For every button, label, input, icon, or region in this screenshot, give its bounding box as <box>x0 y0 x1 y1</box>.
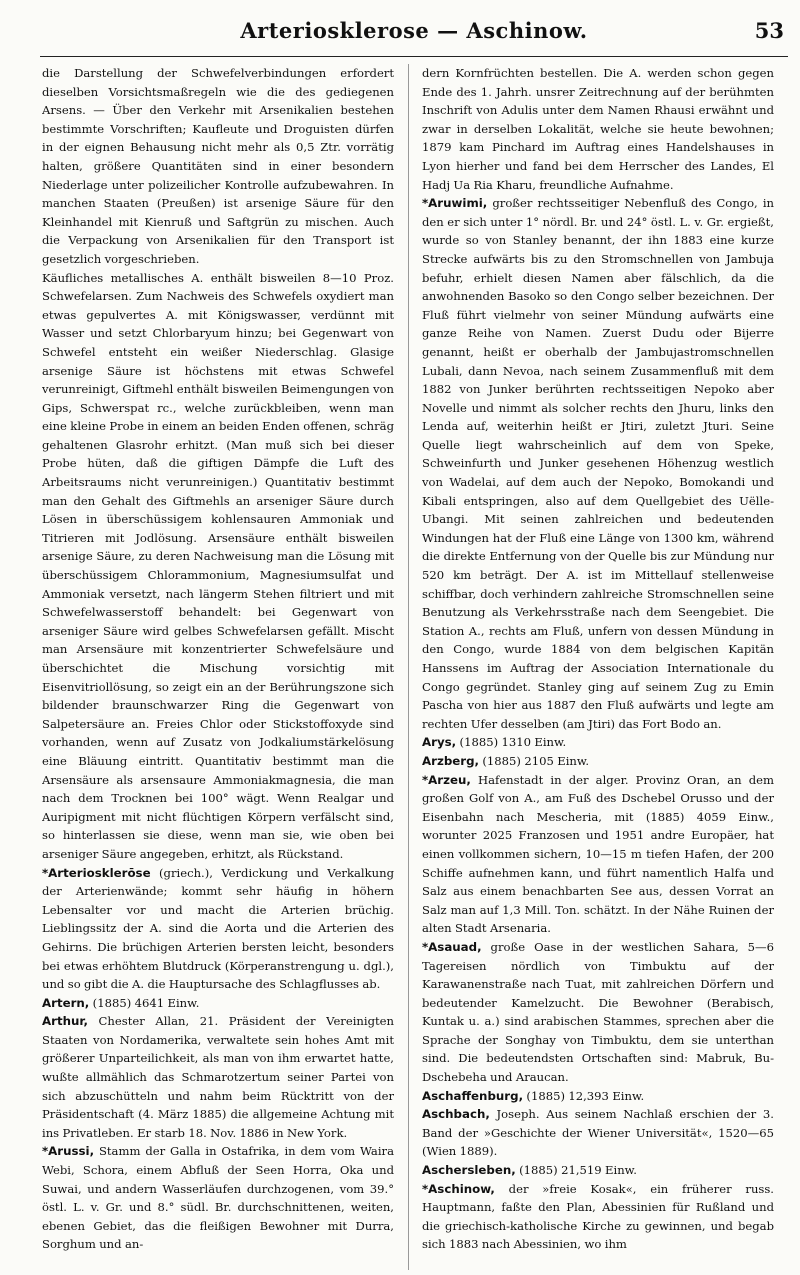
entry-paragraph <box>422 194 774 733</box>
entry-paragraph <box>422 1105 774 1161</box>
entry-text: die Darstellung der Schwefelverbindungen erfordert dieselben Vorsichtsmaßregeln wie die des gediegenen Arsens. — Über den Verkehr mit Arsenikalien bestehen bestimmte Vorschriften; Kaufleute und Droguisten dürfen in der eignen Behausung nicht mehr als 0,5 Ztr. vorrätig halten, größere Quantitäten sind in einer besondern Niederlage unter polizeilicher Kontrolle aufzubewahren. In manchen Staaten (Preußen) ist arsenige Säure für den Kleinhandel mit Kienruß und Saftgrün zu mischen. Auch die Verpackung von Arsenikalien für den Transport ist gesetzlich vorgeschrieben. <box>42 66 394 266</box>
entry-text: (griech.), Verdickung und Verkalkung der Arterienwände; kommt sehr häufig in höhern Lebensalter vor und macht die Arterien brüchig. Lieblingssitz der A. sind die Aorta und die Arterien des Gehirns. Die brüchigen Arterien bersten leicht, besonders bei etwas erhöhtem Blutdruck (Körperanstrengung u. dgl.), und so gibt die A. die Hauptursache des Schlagflusses ab. <box>42 865 394 992</box>
entry-headword: Artern, <box>42 995 90 1010</box>
entry-headword: *Aruwimi, <box>422 196 488 211</box>
entry-headword: Aschbach, <box>422 1107 490 1122</box>
entry-text: Chester Allan, 21. Präsident der Vereinigten Staaten von Nordamerika, verwaltete sein hohes Amt mit größerer Unparteilichkeit, als man von ihm erwartet hatte, wußte allmählich das Schmarotzertum seiner Partei von sich abzuschütteln und nahm beim Rücktritt von der Präsidentschaft (4. März 1885) die allgemeine Achtung mit ins Privatleben. Er starb 18. Nov. 1886 in New York. <box>42 1014 394 1140</box>
running-head: Arteriosklerose — Aschinow. <box>240 18 588 43</box>
entry-paragraph <box>422 1161 774 1180</box>
entry-headword: *Aschinow, <box>422 1181 495 1196</box>
entry-text: (1885) 1310 Einw. <box>456 735 567 750</box>
entry-headword: *Arteriosklerōse <box>42 865 151 880</box>
entry-headword: Aschaffenburg, <box>422 1088 524 1103</box>
entry-paragraph <box>422 752 774 771</box>
entry-paragraph <box>422 938 774 1087</box>
entry-text: der »freie Kosak«, ein früherer russ. Hauptmann, faßte den Plan, Abessinien für Rußland und die griechisch-katholische Kirche zu gewinnen, und begab sich 1883 nach Abessinien, wo ihm <box>422 1181 774 1252</box>
entry-headword: Arzberg, <box>422 753 480 768</box>
entry-paragraph <box>42 269 394 864</box>
entry-headword: Arys, <box>422 735 457 750</box>
entry-text: (1885) 2105 Einw. <box>479 753 590 768</box>
entry-text: (1885) 12,393 Einw. <box>523 1088 645 1103</box>
entry-paragraph <box>42 64 394 269</box>
entry-headword: *Arussi, <box>42 1144 95 1159</box>
entry-text: großer rechtsseitiger Nebenfluß des Congo, in den er sich unter 1° nördl. Br. und 24° östl. L. v. Gr. ergießt, wurde so von Stanley benannt, der ihn 1883 eine kurze Strecke aufwärts bis zu den Stromschnellen von Jambuja befuhr, erhielt diesen Namen aber fälschlich, da die anwohnenden Basoko so den Congo selber bezeichnen. Der Fluß führt vielmehr von seiner Mündung aufwärts eine ganze Reihe von Namen. Zuerst Dudu oder Bijerre genannt, heißt er oberhalb der Jambujastromschnellen Lubali, dann Nevoa, nach seinem Zusammenfluß mit dem 1882 von Junker berührten rechtsseitigen Nepoko aber Novelle und nimmt als solcher rechts den Jhuru, links den Lenda auf, weiterhin heißt er Jtiri, zuletzt Jturi. Seine Quelle liegt wahrscheinlich auf dem von Speke, Schweinfurth und Junker gesehenen Höhenzug westlich von Wadelai, auf dem auch der Nepoko, Bomokandi und Kibali entspringen, also auf dem Quellgebiet des Uëlle-Ubangi. Mit seinen zahlreichen und bedeutenden Windungen hat der Fluß eine Länge von 1300 km, während die direkte Entfernung von der Quelle bis zur Mündung nur 520 km beträgt. Der A. ist im Mittellauf stellenweise schiffbar, doch verhindern zahlreiche Stromschnellen seine Benutzung als Verkehrsstraße nach dem Seengebiet. Die Station A., rechts am Fluß, unfern von dessen Mündung in den Congo, wurde 1884 von dem belgischen Kapitän Hanssens im Auftrag der Association Internationale du Congo gegründet. Stanley ging auf seinem Zug zu Emin Pascha von hier aus 1887 den Fluß aufwärts und legte am rechten Ufer desselben (am Jtiri) das Fort Bodo an. <box>422 196 774 731</box>
entry-paragraph <box>42 994 394 1013</box>
left-column <box>42 64 394 1270</box>
entry-text: Stamm der Galla in Ostafrika, in dem vom Waira Webi, Schora, einem Abfluß der Seen Horra, Oka und Suwai, und andern Wasserläufen durchzogenen, vom 39.° östl. L. v. Gr. und 8.° südl. Br. durchschnittenen, weiten, ebenen Gebiet, das die fleißigen Bewohner mit Durra, Sorghum und an- <box>42 1144 394 1252</box>
entry-headword: *Asauad, <box>422 939 482 954</box>
entry-text: Joseph. Aus seinem Nachlaß erschien der 3. Band der »Geschichte der Wiener Universität«, 1520—65 (Wien 1889). <box>422 1107 774 1159</box>
right-column <box>422 64 774 1270</box>
page-header <box>40 8 788 57</box>
entry-paragraph <box>42 1142 394 1254</box>
entry-headword: Aschersleben, <box>422 1163 516 1178</box>
entry-text: (1885) 4641 Einw. <box>89 995 200 1010</box>
entry-text: Hafenstadt in der alger. Provinz Oran, an dem großen Golf von A., am Fuß des Dschebel Orusso und der Eisenbahn nach Mescheria, mit (1885) 4059 Einw., worunter 2025 Franzosen und 1951 andre Europäer, hat einen vollkommen sichern, 10—15 m tiefen Hafen, der 200 Schiffe aufnehmen kann, und führt namentlich Halfa und Salz aus einem benachbarten See aus, dessen Vorrat an Salz man auf 1,3 Mill. Ton. schätzt. In der Nähe Ruinen der alten Stadt Arsenaria. <box>422 772 774 936</box>
entry-paragraph <box>42 1012 394 1142</box>
entry-paragraph <box>422 771 774 938</box>
entry-paragraph <box>422 1180 774 1254</box>
entry-paragraph <box>422 1087 774 1106</box>
entry-text: Käufliches metallisches A. enthält bisweilen 8—10 Proz. Schwefelarsen. Zum Nachweis des Schwefels oxydiert man etwas gepulvertes A. mit Königswasser, verdünnt mit Wasser und setzt Chlorbaryum hinzu; bei Gegenwart von Schwefel entsteht ein weißer Niederschlag. Glasige arsenige Säure ist höchstens mit etwas Schwefel verunreinigt, Giftmehl enthält bisweilen Beimengungen von Gips, Schwerspat rc., welche zurückbleiben, wenn man eine kleine Probe in einem an beiden Enden offenen, schräg gehaltenen Glasrohr erhitzt. (Man muß sich bei dieser Probe hüten, daß die giftigen Dämpfe die Luft des Arbeitsraums nicht verunreinigen.) Quantitativ bestimmt man den Gehalt des Giftmehls an arseniger Säure durch Lösen in überschüssigem kohlensauren Ammoniak und Titrieren mit Jodlösung. Arsensäure enthält bisweilen arsenige Säure, zu deren Nachweisung man die Lösung mit überschüssigem Chlorammonium, Magnesiumsulfat und Ammoniak versetzt, nach längerm Stehen filtriert und mit Schwefelwasserstoff behandelt: bei Gegenwart von arseniger Säure wird gelbes Schwefelarsen gefällt. Mischt man Arsensäure mit konzentrierter Schwefelsäure und überschichtet die Mischung vorsichtig mit Eisenvitriollösung, so zeigt ein an der Berührungszone sich bildender braunschwarzer Ring die Gegenwart von Salpetersäure an. Freies Chlor oder Stickstoffoxyde sind vorhanden, wenn auf Zusatz von Jodkaliumstärkelösung eine Bläuung eintritt. Quantitativ bestimmt man die Arsensäure als arsensaure Ammoniakmagnesia, die man nach dem Trocknen bei 100° wägt. Wenn Realgar und Auripigment mit nicht flüchtigen Körpern verfälscht sind, so hinterlassen sie diese, wenn man sie, wie oben bei arseniger Säure angegeben, erhitzt, als Rückstand. <box>42 270 394 861</box>
entry-paragraph <box>42 864 394 994</box>
entry-paragraph <box>422 733 774 752</box>
page-number: 53 <box>754 18 784 43</box>
entry-headword: Arthur, <box>42 1014 88 1029</box>
column-divider <box>408 64 409 1270</box>
entry-paragraph <box>422 64 774 194</box>
entry-text: dern Kornfrüchten bestellen. Die A. werden schon gegen Ende des 1. Jahrh. unsrer Zeitrechnung auf der berühmten Inschrift von Adulis unter dem Namen Rhausi erwähnt und zwar in derselben Lokalität, welche sie heute bewohnen; 1879 kam Pinchard im Auftrag eines Handelshauses in Lyon hierher und fand bei dem Herrscher des Landes, El Hadj Ua Ria Kharu, freundliche Aufnahme. <box>422 66 774 192</box>
entry-headword: *Arzeu, <box>422 772 471 787</box>
text-columns <box>42 64 786 1270</box>
entry-text: große Oase in der westlichen Sahara, 5—6 Tagereisen nördlich von Timbuktu auf der Karawanenstraße nach Tuat, mit zahlreichen Dörfern und bedeutender Kamelzucht. Die Bewohner (Berabisch, Kuntak u. a.) sind arabischen Stammes, sprechen aber die Sprache der Songhay von Timbuktu, dem sie unterthan sind. Die bedeutendsten Ortschaften sind: Mabruk, Bu-Dschebeha und Araucan. <box>422 939 774 1085</box>
entry-text: (1885) 21,519 Einw. <box>515 1163 637 1178</box>
